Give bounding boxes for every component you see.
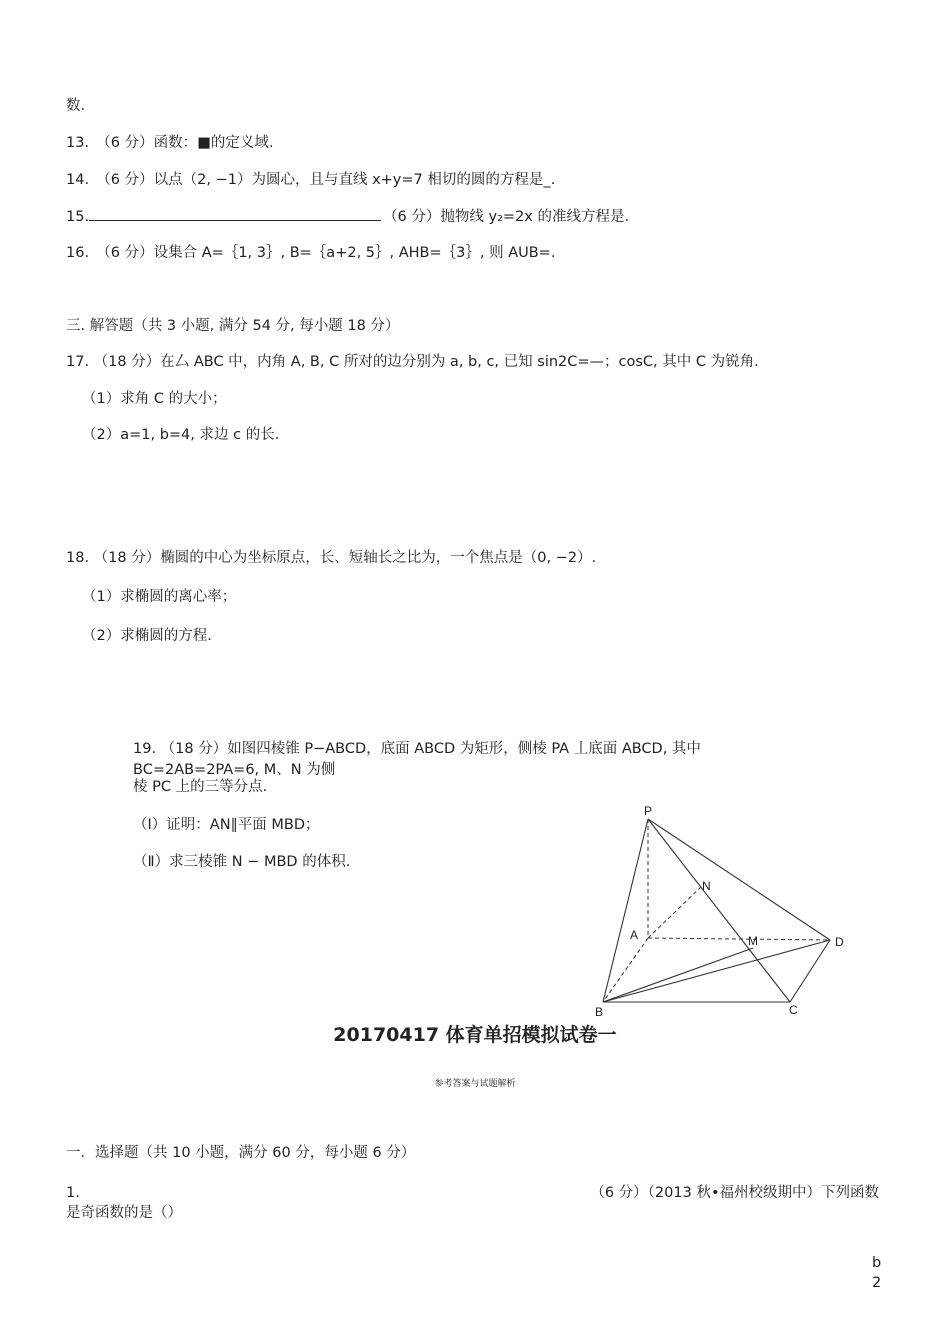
document-subtitle: 参考答案与试题解析 bbox=[434, 1079, 516, 1089]
label-b: B bbox=[595, 1005, 604, 1019]
pyramid-figure bbox=[585, 805, 860, 1020]
segment-an bbox=[648, 887, 701, 938]
question-15-text: （6 分）抛物线 y₂=2x 的准线方程是. bbox=[383, 209, 630, 225]
label-n: N bbox=[702, 879, 711, 893]
edge-pb bbox=[603, 819, 648, 1002]
question-13: 13. （6 分）函数：■的定义域. bbox=[66, 135, 274, 151]
question-16: 16. （6 分）设集合 A=｛1, 3｝, B=｛a+2, 5｝, AHB=｛3｝, 则 AUB=. bbox=[66, 245, 556, 261]
text-line: 数． bbox=[66, 98, 95, 114]
question-14: 14. （6 分）以点（2, −1）为圆心，且与直线 x+y=7 相切的圆的方程是_. bbox=[66, 172, 556, 188]
question-18-part-2: （2）求椭圆的方程. bbox=[82, 628, 212, 644]
label-d: D bbox=[835, 935, 844, 949]
question-1-text: （6 分）（2013 秋•福州校级期中）下列函数 bbox=[590, 1185, 879, 1201]
label-p: P bbox=[644, 805, 653, 818]
edge-ab bbox=[603, 938, 648, 1002]
answer-blank bbox=[89, 206, 381, 221]
question-18: 18. （18 分）椭圆的中心为坐标原点，长、短轴长之比为，一个焦点是（0, −2）. bbox=[66, 550, 597, 566]
page-marker: b bbox=[872, 1255, 882, 1271]
label-c: C bbox=[789, 1003, 798, 1017]
page-number: 2 bbox=[872, 1275, 882, 1291]
question-19-line-3: 棱 PC 上的三等分点. bbox=[133, 779, 268, 795]
section-heading-3: 三. 解答题（共 3 小题, 满分 54 分, 每小题 18 分） bbox=[66, 318, 400, 334]
edge-ad bbox=[648, 938, 830, 940]
segment-bm bbox=[603, 948, 753, 1002]
question-15-number: 15. bbox=[66, 209, 90, 225]
question-19: 19. （18 分）如图四棱锥 P−ABCD，底面 ABCD 为矩形，侧棱 PA 丄底面 ABCD, 其中 bbox=[133, 741, 701, 757]
question-17-part-2: （2）a=1, b=4, 求边 c 的长. bbox=[82, 427, 280, 443]
question-1-continued: 是奇函数的是（） bbox=[66, 1205, 182, 1221]
question-17-part-1: （1）求角 C 的大小； bbox=[82, 391, 227, 407]
document-title: 20170417 体育单招模拟试卷一 bbox=[333, 1024, 617, 1046]
question-19-part-1: （Ⅰ）证明：AN∥平面 MBD； bbox=[133, 817, 320, 833]
edge-pd bbox=[648, 819, 830, 940]
label-m: M bbox=[748, 934, 758, 948]
label-a: A bbox=[630, 928, 639, 942]
question-17: 17. （18 分）在厶 ABC 中，内角 A, B, C 所对的边分别为 a, b, c, 已知 sin2C=—；cosC, 其中 C 为锐角. bbox=[66, 354, 759, 370]
question-18-part-1: （1）求椭圆的离心率； bbox=[82, 589, 237, 605]
section-heading-1: 一．选择题（共 10 小题，满分 60 分，每小题 6 分） bbox=[66, 1145, 416, 1161]
question-19-part-2: （Ⅱ）求三棱锥 N − MBD 的体积. bbox=[133, 854, 351, 870]
question-1-number: 1. bbox=[66, 1185, 80, 1201]
question-19-line-2: BC=2AB=2PA=6, M、N 为侧 bbox=[133, 762, 336, 778]
question-15 bbox=[66, 206, 629, 227]
edge-pc bbox=[648, 819, 790, 1002]
